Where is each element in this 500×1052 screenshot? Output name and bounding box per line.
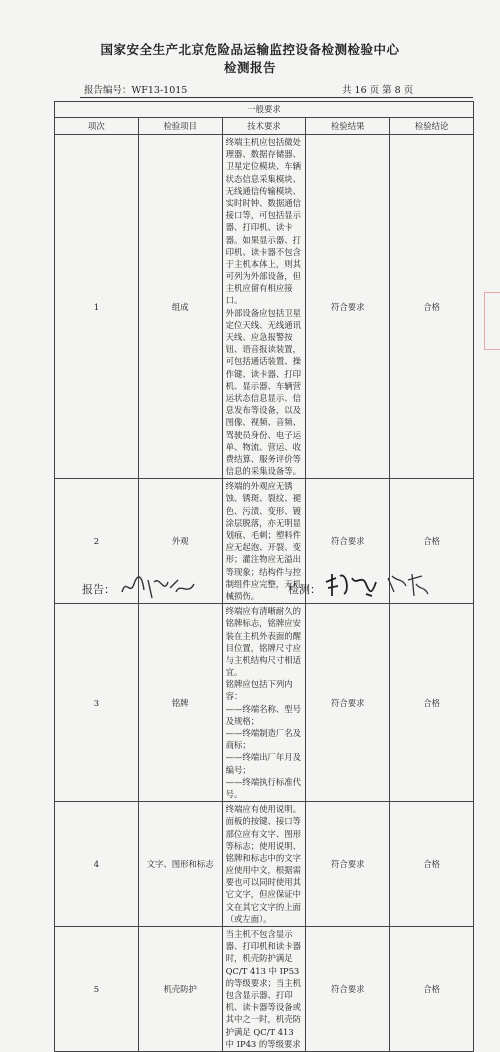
organization-title: 国家安全生产北京危险品运输监控设备检测检验中心 [100,42,400,57]
row-conclusion: 合格 [390,479,474,604]
row-result: 符合要求 [306,479,390,604]
row-conclusion: 合格 [390,604,474,802]
row-result: 符合要求 [306,927,390,1052]
section-title-row [55,102,474,118]
row-item: 组成 [138,135,222,479]
check-signature-label: 检测： [288,583,321,596]
row-item: 外观 [138,479,222,604]
requirement-text: 当主机不包含显示器、打印机和读卡器时，机壳防护满足 QC/T 413 中 IP53 的等级要求；当主机包含显示器、打印机、读卡器等设备或其中之一时，机壳防护满足 QC/T 413 中 IP43 的等级要求 [225,929,301,1049]
requirement-text: ——终端名称、型号及规格； [225,703,301,726]
row-item: 文字、图形和标志 [138,802,222,927]
row-item: 铭牌 [138,604,222,802]
section-title: 一般要求 [55,102,474,118]
requirement-text: ——终端出厂年月及编号； [225,752,301,775]
row-no: 3 [55,604,139,802]
table-row [55,604,474,802]
requirement-text: 终端应有使用说明。面板的按键、接口等部位应有文字、图形等标志；使用说明、铭牌和标志中的文字应使用中文，根据需要也可以同时使用其它文字，但应保证中文在其它文字的上面（或左面）。 [225,804,301,924]
col-header-result: 检验结果 [306,118,390,135]
report-signature-label: 报告： [82,583,115,596]
requirement-text: 终端的外观应无锈蚀、锈斑、裂纹、褪色、污渍、变形、镀涂层脱落，亦无明显划痕、毛刺；塑料件应无起泡、开裂、变形；灌注物应无溢出等现象；结构件与控制组件应完整，无机械损伤。 [225,481,301,601]
row-result: 符合要求 [306,802,390,927]
table-row [55,927,474,1052]
report-number: 报告编号：WF13-1015 [84,85,188,96]
report-signature-scribble [118,570,198,602]
row-no: 2 [55,479,139,604]
seal-stamp-edge [484,292,500,350]
row-result: 符合要求 [306,135,390,479]
requirement-text: 终端应有清晰耐久的铭牌标志，铭牌应安装在主机外表面的醒目位置，铭牌尺寸应与主机结构尺寸相适宜。 [225,606,301,678]
row-item: 机壳防护 [138,927,222,1052]
table-row [55,802,474,927]
row-conclusion: 合格 [390,135,474,479]
row-no: 1 [55,135,139,479]
document-title: 检测报告 [223,60,276,75]
page-info: 共 16 页 第 8 页 [342,85,414,96]
row-requirement [222,927,306,1052]
check-signature-scribble [322,568,432,602]
table-header-row [55,118,474,135]
row-requirement [222,135,306,479]
requirement-text: ——终端执行标准代号。 [225,776,301,799]
row-no: 5 [55,927,139,1052]
requirement-text: 外部设备应包括卫星定位天线、无线通讯天线、应急报警按钮、语音报读装置，可包括通话装置、操作键、读卡器、打印机、显示器、车辆营运状态信息显示、信息发布等设备，以及图像、视频、音频、驾驶员身份、电子运单、物流、营运、收费结算、服务评价等信息的采集设备等。 [225,307,301,477]
col-header-requirement: 技术要求 [222,118,306,135]
requirement-text: 铭牌应包括下列内容： [225,679,293,702]
row-conclusion: 合格 [390,802,474,927]
row-no: 4 [55,802,139,927]
col-header-item: 检验项目 [138,118,222,135]
row-requirement [222,604,306,802]
row-result: 符合要求 [306,604,390,802]
table-row [55,135,474,479]
requirement-text: 终端主机应包括微处理器、数据存储器、卫星定位模块、车辆状态信息采集模块、无线通信传输模块、实时时钟、数据通信接口等，可包括显示器、打印机、读卡器。如果显示器、打印机、读卡器不包含于主机本体上，则其可列为外部设备，但主机应留有相应接口。 [225,137,301,306]
requirement-text: ——终端制造厂名及商标； [225,728,301,751]
row-conclusion: 合格 [390,927,474,1052]
header-rule [80,97,473,98]
col-header-no: 项次 [55,118,139,135]
row-requirement [222,802,306,927]
col-header-conclusion: 检验结论 [390,118,474,135]
